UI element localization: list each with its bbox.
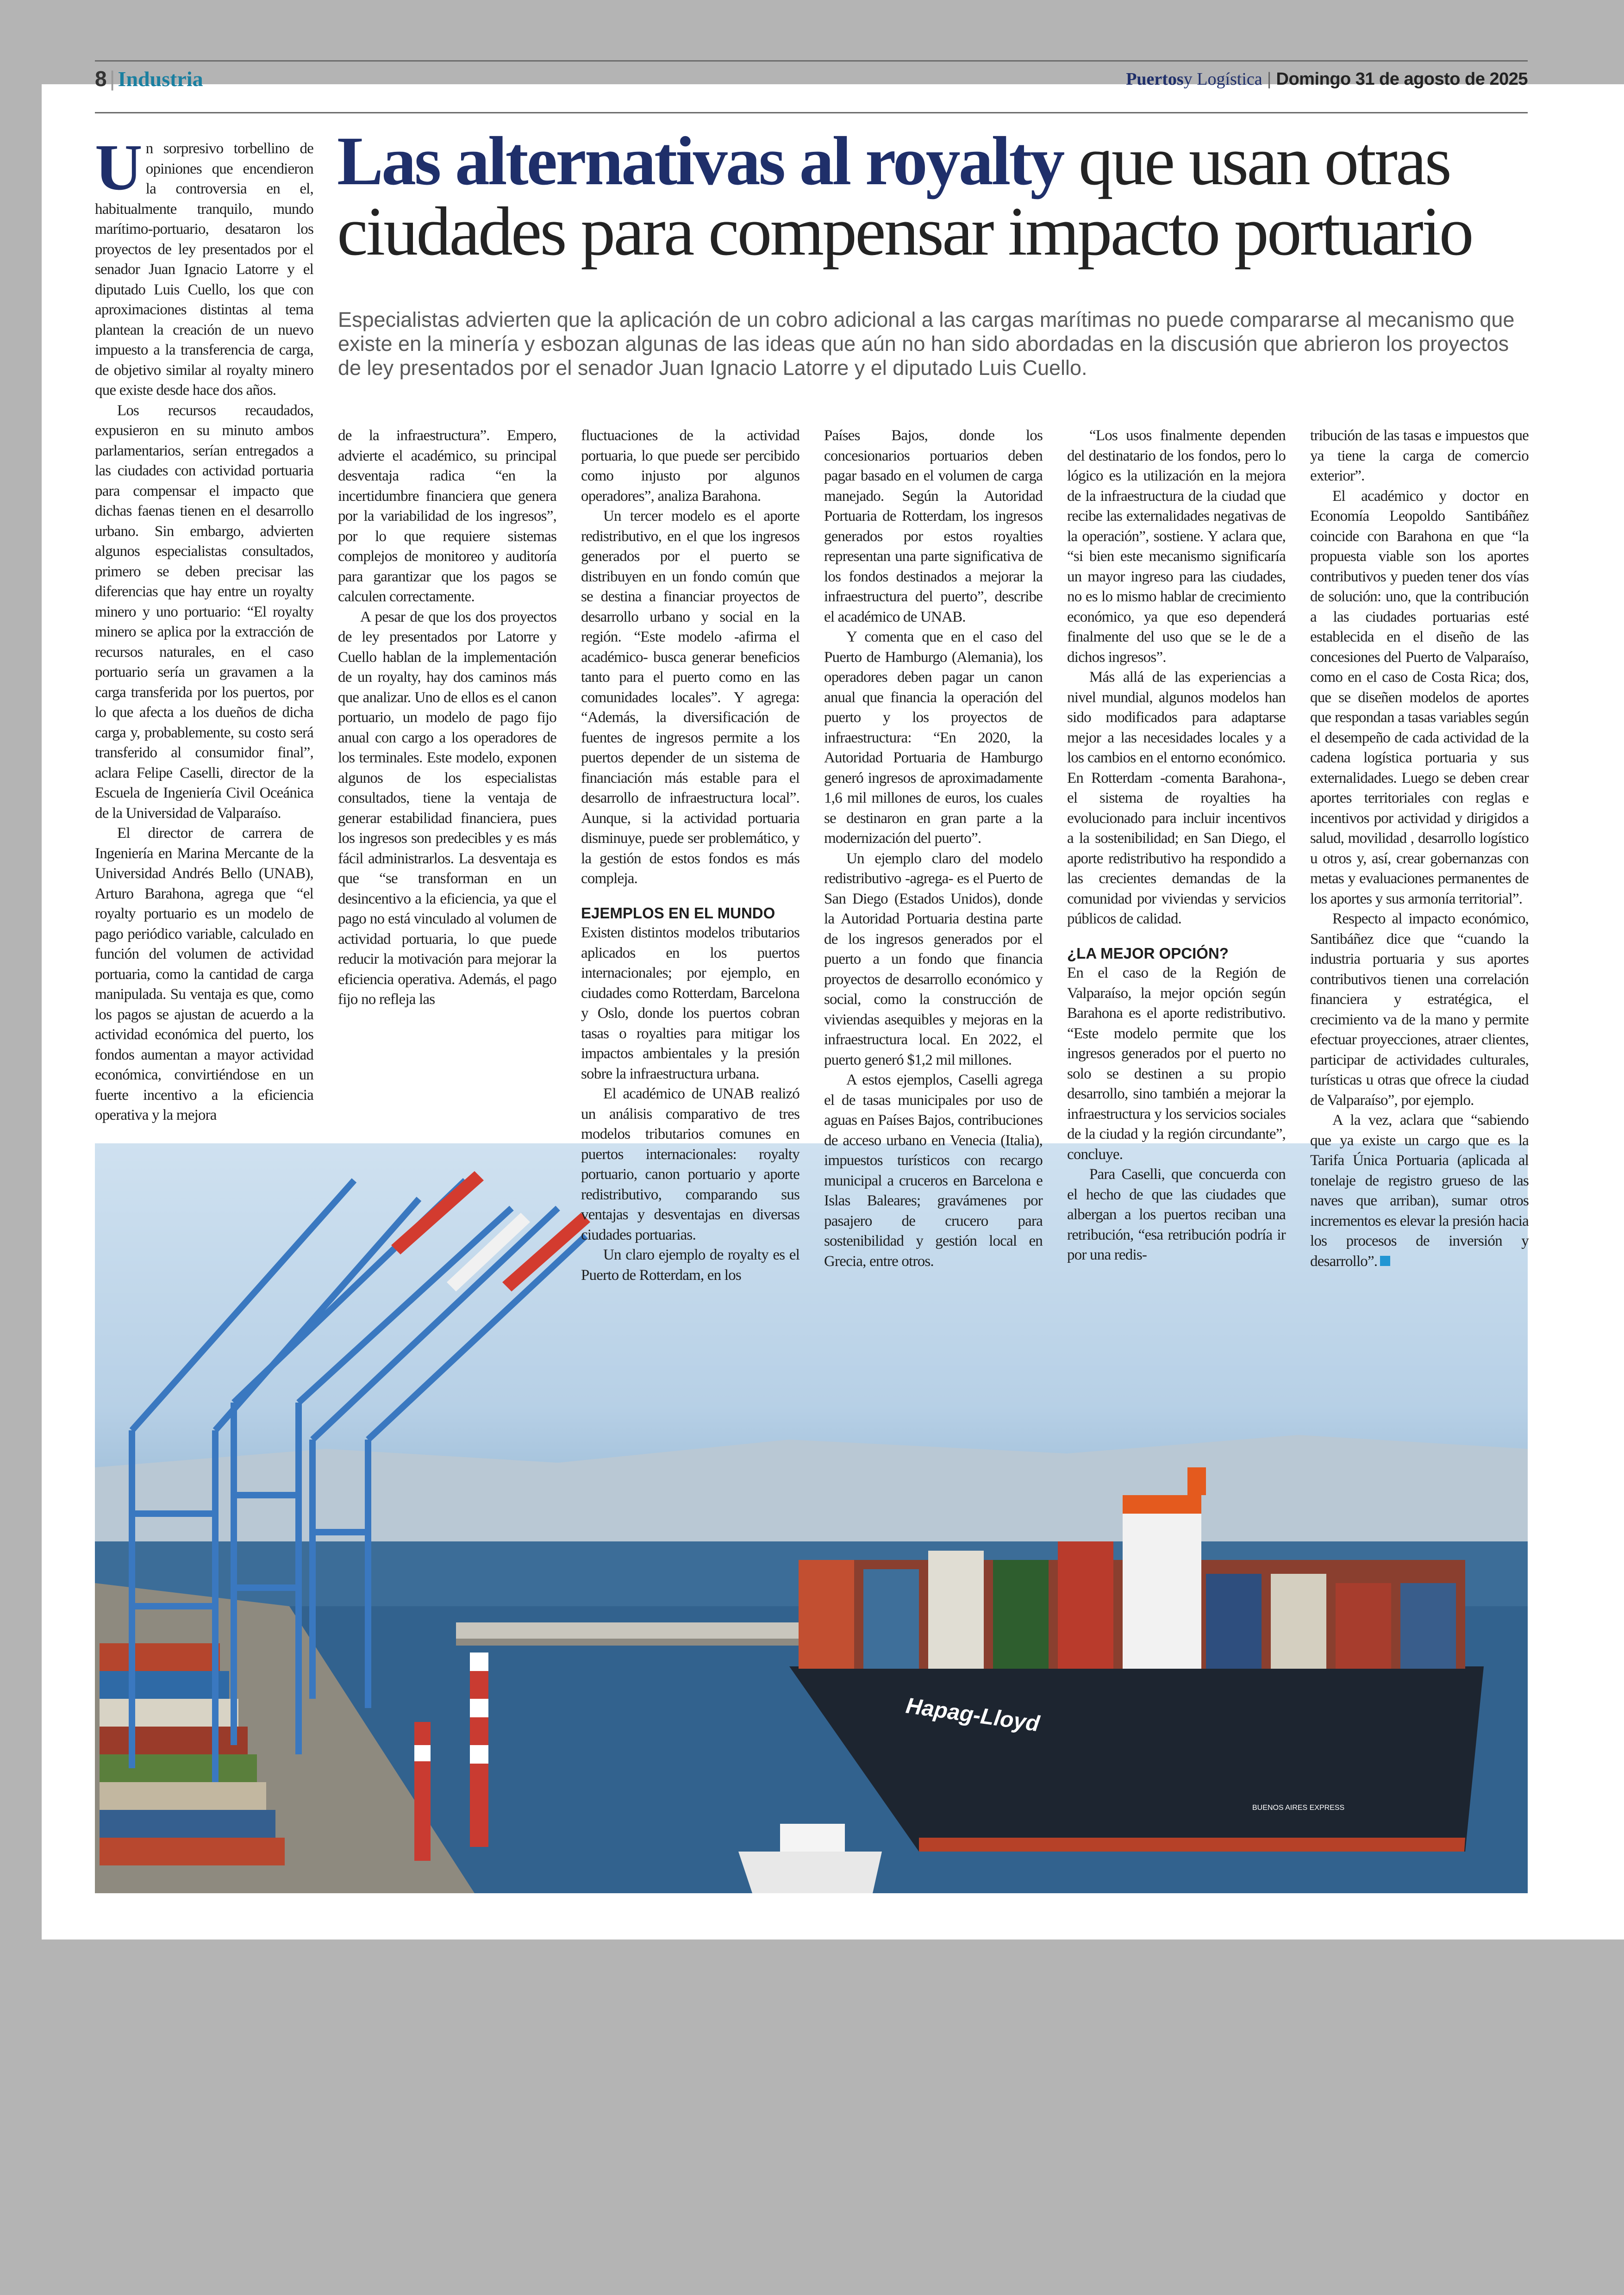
brand-name-bold: Puertos xyxy=(1126,69,1184,89)
subheading-mejor-opcion: ¿LA MEJOR OPCIÓN? xyxy=(1067,944,1229,962)
ship-hull-text: BUENOS AIRES EXPRESS xyxy=(1252,1804,1345,1812)
paragraph: Más allá de las experiencias a nivel mundial, algunos modelos han sido modificados para adaptarse mejor a las necesidades locales y a los cambios en el entorno económico. En Rotterdam -comenta Barahona-, el sistema de royalties ha evolucionado para incluir incentivos a la sostenibilidad; en San Diego, el aporte redistributivo ha respondido a las crecientes demandas de la comunidad por viviendas y servicios públicos de calidad. xyxy=(1067,669,1286,927)
paragraph: Para Caselli, que concuerda con el hecho de que las ciudades que albergan a los puertos reciban una retribución, “esa retribución podría ir por una redis- xyxy=(1067,1166,1286,1263)
ship-hull-antifouling xyxy=(919,1838,1465,1852)
paragraph: tribución de las tasas e impuestos que ya tiene la carga de comercio exterior”. xyxy=(1310,427,1529,484)
ship-name-text: Hapag-Lloyd xyxy=(904,1693,1041,1737)
column-3 xyxy=(581,426,800,1285)
title-rest: que usan otras ciudades para compensar impacto portuario xyxy=(337,123,1472,270)
paragraph: A pesar de que los dos proyectos de ley presentados por Latorre y Cuello hablan de la implementación de un royalty, hay dos caminos más que analizar. Uno de ellos es el canon portuario, un modelo de pago fijo anual con cargo a los operadores de los terminales. Este modelo, exponen algunos de los especialistas consultados, tiene la ventaja de generar estabilidad financiera, pues los ingresos son predecibles y es más fácil administrarlos. La desventaja es que “se transforman en un desincentivo a la eficiencia, ya que el pago no está vinculado al volumen de actividad portuaria, lo que puede reducir la motivación para mejorar la eficiencia operativa. Además, el pago fijo no refleja las xyxy=(338,608,556,1008)
paragraph xyxy=(1310,1110,1529,1272)
drop-cap: U xyxy=(95,131,142,204)
paragraph: Países Bajos, donde los concesionarios portuarios deben pagar basado en el volumen de carga manejado. Según la Autoridad Portuaria de Rotterdam, los ingresos generados por estos royalties representan una parte significativa de los fondos destinados a mejorar la infraestructura del puerto”, describe el académico de UNAB. xyxy=(824,427,1043,625)
issue-date: Domingo 31 de agosto de 2025 xyxy=(1276,69,1528,89)
ship-bridge xyxy=(1123,1495,1201,1669)
paragraph: Y comenta que en el caso del Puerto de Hamburgo (Alemania), los operadores deben pagar un canon anual que financia la operación del puerto y los proyectos de infraestructura: “En 2020, la Autoridad Portuaria de Hamburgo generó ingresos de aproximadamente 1,6 mil millones de euros, los cuales se destinaron en gran parte a la modernización del puerto”. xyxy=(824,629,1043,847)
title-highlight: Las alternativas al royalty xyxy=(337,123,1063,200)
paragraph: En el caso de la Región de Valparaíso, la mejor opción según Barahona es el aporte redistributivo. “Este modelo permite que los ingresos generados por el puerto no solo se destinen a su propio desarrollo, sino también a mejorar la infraestructura y los servicios sociales de la ciudad y la región circundante”, concluye. xyxy=(1067,965,1286,1163)
page-header xyxy=(95,60,1528,113)
paragraph: Los recursos recaudados, expusieron en su minuto ambos parlamentarios, serían entregados a las ciudades con actividad portuaria para compensar el impacto que dichas faenas tienen en el desarrollo urbano. Sin embargo, advierten algunos especialistas consultados, primero se deben precisar las diferencias que hay entre un royalty minero y uno portuario: “El royalty minero se aplica por la extracción de recursos naturales, en el caso portuario sería un gravamen a la carga transferida por los puertos, por lo que afecta a los dueños de dicha carga y, probablemente, su costo será transferido al consumidor final”, aclara Felipe Caselli, director de la Escuela de Ingeniería Civil Oceánica de la Universidad de Valparaíso. xyxy=(95,402,313,822)
paragraph: A estos ejemplos, Caselli agrega el de tasas municipales por uso de aguas en Países Bajos, contribuciones de acceso urbano en Venecia (Italia), impuestos turísticos con recargo municipal a cruceros en Barcelona e Islas Baleares; gravámenes por pasajero de crucero para sostenibilidad y gestión local en Grecia, entre otros. xyxy=(824,1072,1043,1270)
paragraph: “Los usos finalmente dependen del destinatario de los fondos, pero lo lógico es la utilización en la mejora de la infraestructura de la ciudad que recibe las externalidades negativas de la operación”, sostiene. Y aclara que, “si bien este mecanismo significaría un mayor ingreso para las ciudades, no es lo mismo hablar de crecimiento económico, ya que eso dependerá finalmente del uso que se le de a dichos ingresos”. xyxy=(1067,427,1286,666)
paragraph-text: A la vez, aclara que “sabiendo que ya existe un cargo que es la Tarifa Única Portuaria (aplicada al tonelaje de registro grueso de las naves que arriban), sumar otros incrementos es elevar la presión hacia los procesos de inversión y desarrollo”. xyxy=(1310,1112,1529,1270)
paragraph: El académico de UNAB realizó un análisis comparativo de tres modelos tributarios comunes en puertos internacionales: royalty portuario, canon portuario y aporte redistributivo, comparando sus ventajas y desventajas en diversas ciudades portuarias. xyxy=(581,1085,800,1243)
article-subtitle: Especialistas advierten que la aplicación de un cobro adicional a las cargas marítimas no puede compararse al mecanismo que existe en la minería y esbozan algunas de las ideas que aún no han sido abordadas en la discusión que abrieron los proyectos de ley presentados por el senador Juan Ignacio Latorre y el diputado Luis Cuello. xyxy=(338,308,1515,380)
brand-name-rest: y Logística xyxy=(1183,69,1262,89)
ship-funnel xyxy=(1187,1467,1206,1495)
paragraph: El académico y doctor en Economía Leopoldo Santibáñez coincide con Barahona en que “la propuesta viable son los aportes contributivos y pueden tener dos vías de solución: uno, que la contribución a las ciudades portuarias esté establecida en el diseño de las concesiones del Puerto de Valparaíso, como en el caso de Costa Rica; dos, que se diseñen modelos de aportes que respondan a tasas variables según el desempeño de cada actividad de la cadena logística portuaria y sus externalidades. Luego se deben crear aportes territoriales con reglas e incentivos por actividad y dirigidos a salud, movilidad , desarrollo logístico u otros y, así, crear gobernanzas con metas y evaluaciones permanentes de los aportes y sus armonía territorial”. xyxy=(1310,487,1529,907)
end-of-article-icon xyxy=(1380,1256,1390,1266)
paragraph xyxy=(95,131,313,401)
header-left xyxy=(95,66,203,91)
paragraph: Existen distintos modelos tributarios aplicados en los puertos internacionales; por ejemplo, en ciudades como Rotterdam, Barcelona y Oslo, donde los puertos cobran tasas o royalties para mitigar los impactos ambientales y la presión sobre la infraestructura urbana. xyxy=(581,924,800,1082)
page-number: 8 xyxy=(95,67,107,91)
section-name: Industria xyxy=(118,67,203,91)
paragraph: El director de carrera de Ingeniería en Marina Mercante de la Universidad Andrés Bello (UNAB), Arturo Barahona, agrega que “el royalty portuario es un modelo de pago periódico variable, calculado en función del volumen de actividad portuaria, como la cantidad de carga manipulada. Su ventaja es que, como los pagos se ajustan de acuerdo a la actividad económica del puerto, los fondos aumentan a mayor actividad económica, convirtiéndose en un fuerte incentivo a la eficiencia operativa y la mejora xyxy=(95,825,313,1123)
header-separator: | xyxy=(109,67,115,91)
paragraph: Respecto al impacto económico, Santibáñez dice que “cuando la industria portuaria y sus aportes contributivos tienen una correlación financiera y estratégica, el crecimiento va de la mano y permite efectuar proyecciones, atraer clientes, participar de actividades culturales, turísticas u otras que ofrece la ciudad de Valparaíso”, por ejemplo. xyxy=(1310,911,1529,1109)
ship-bridge-top xyxy=(1123,1495,1201,1514)
paragraph: de la infraestructura”. Empero, advierte el académico, su principal desventaja radica “en la incertidumbre financiera que genera por la variabilidad de los ingresos”, por lo que requiere sistemas complejos de monitoreo y auditoría para garantizar que los pagos se calculen correctamente. xyxy=(338,427,556,605)
column-1 xyxy=(95,131,313,1126)
paragraph-text: n sorpresivo torbellino de opiniones que encendieron la controversia en el, habitualmente tranquilo, mundo marítimo-portuario, desataron los proyectos de ley presentados por el senador Juan Ignacio Latorre y el diputado Luis Cuello, los que con aproximaciones distintas al tema plantean la creación de un nuevo impuesto a la transferencia de carga, de objetivo similar al royalty minero que existe desde hace dos años. xyxy=(95,140,313,399)
column-4 xyxy=(824,426,1043,1272)
paragraph: Un claro ejemplo de royalty es el Puerto de Rotterdam, en los xyxy=(581,1247,800,1284)
column-5 xyxy=(1067,426,1286,1266)
paragraph: Un ejemplo claro del modelo redistributivo -agrega- es el Puerto de San Diego (Estados Unidos), donde la Autoridad Portuaria destina parte de los ingresos generados por el puerto a un fondo que financia proyectos de desarrollo económico y social, como la construcción de viviendas asequibles y mejoras en la infraestructura local. En 2022, el puerto generó $1,2 mil millones. xyxy=(824,850,1043,1068)
paragraph: Un tercer modelo es el aporte redistributivo, en el que los ingresos generados por el puerto se distribuyen en un fondo común que se destina a financiar proyectos de desarrollo urbano y social en la región. “Este modelo -afirma el académico- busca generar beneficios tanto para el puerto como en las comunidades locales”. Y agrega: “Además, la diversificación de fuentes de ingresos permite a los puertos depender de un sistema de financiación más estable para el desarrollo de infraestructura local”. Aunque, si la actividad portuaria disminuye, puede ser problemático, y la gestión de estos fondos es más compleja. xyxy=(581,508,800,887)
subheading-ejemplos: EJEMPLOS EN EL MUNDO xyxy=(581,904,775,922)
column-2 xyxy=(338,426,556,1010)
article-title xyxy=(337,123,1531,270)
header-separator-right: | xyxy=(1267,69,1272,89)
column-6 xyxy=(1310,426,1529,1272)
paragraph: fluctuaciones de la actividad portuaria, lo que puede ser percibido como injusto por algunos operadores”, analiza Barahona. xyxy=(581,427,800,505)
header-right xyxy=(1126,69,1528,89)
